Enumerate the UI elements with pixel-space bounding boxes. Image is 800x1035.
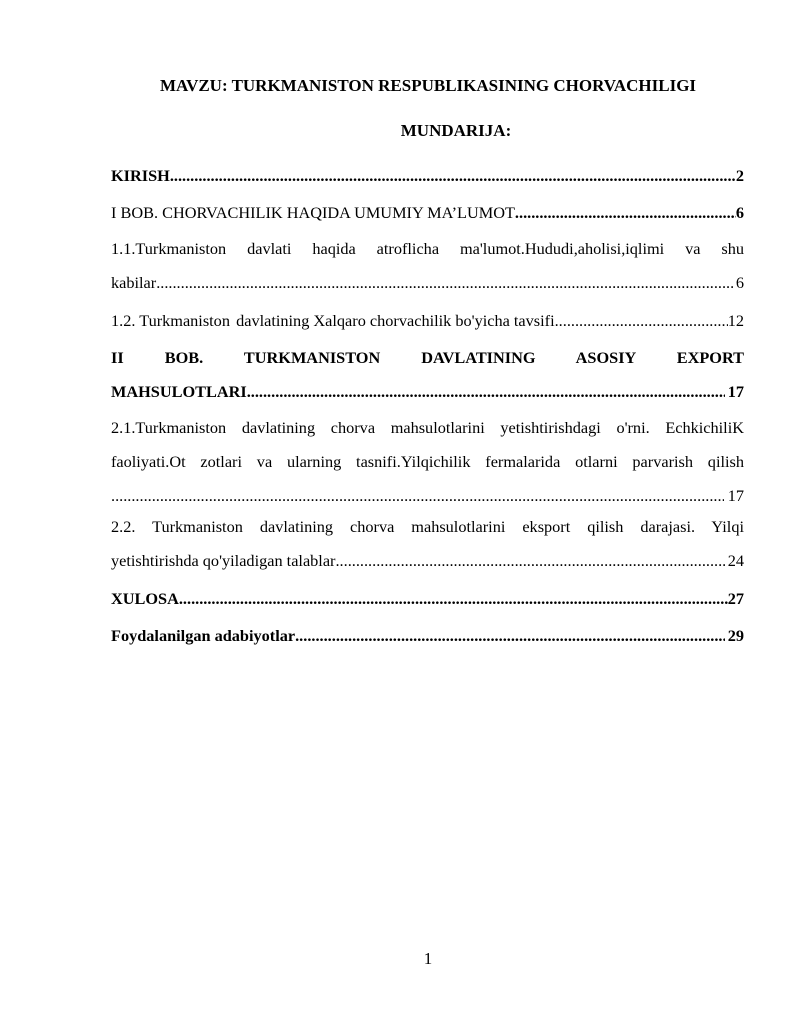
contents-heading: MUNDARIJA:	[400, 121, 512, 140]
toc-leader	[156, 273, 733, 293]
toc-page: 24	[727, 551, 744, 570]
toc-label: Foydalanilgan adabiyotlar	[111, 626, 296, 645]
toc-page: 6	[735, 273, 744, 292]
toc-label-line2: MAHSULOTLARI	[111, 382, 247, 401]
toc-page: 2	[735, 166, 744, 185]
toc-entry-kirish[interactable]	[111, 166, 744, 188]
toc-entry-2-1[interactable]	[111, 418, 744, 508]
toc-page: 17	[727, 486, 744, 505]
toc-page: 17	[727, 382, 744, 401]
toc-leader	[295, 626, 725, 646]
toc-leader	[247, 382, 725, 402]
toc-label-line1: 2.1.Turkmaniston davlatining chorva mahsulotlarini yetishtirishdagi o'rni. EchkichiliK	[111, 418, 744, 437]
toc-page: 12	[727, 311, 744, 330]
toc-entry-2-2[interactable]	[111, 517, 744, 573]
toc-entry-1-1[interactable]	[111, 239, 744, 295]
toc-entry-bob2[interactable]	[111, 348, 744, 404]
toc-entry-xulosa[interactable]	[111, 589, 744, 611]
document-title: MAVZU: TURKMANISTON RESPUBLIKASINING CHORVACHILIGI	[159, 76, 697, 95]
toc-label-part1: 1.2. Turkmaniston	[111, 311, 230, 330]
toc-leader	[170, 166, 736, 186]
toc-leader	[515, 203, 736, 223]
toc-page: 6	[735, 203, 744, 222]
toc-label-part2: davlatining Xalqaro chorvachilik bo'yicha tavsifi	[236, 311, 555, 330]
toc-label-line1: 1.1.Turkmaniston davlati haqida atroflicha ma'lumot.Hududi,aholisi,iqlimi va shu	[111, 239, 744, 258]
toc-label: XULOSA	[111, 589, 179, 608]
toc-leader	[179, 589, 728, 609]
toc-label-line2: faoliyati.Ot zotlari va ularning tasnifi.Yilqichilik fermalarida otlarni parvarish qilish	[111, 452, 744, 471]
page-number: 1	[423, 949, 433, 968]
toc-page: 29	[727, 626, 744, 645]
toc-leader	[111, 486, 724, 506]
toc-label-line2: yetishtirishda qo'yiladigan talablar	[111, 551, 336, 570]
toc-entry-bob1[interactable]	[111, 203, 744, 225]
toc-entry-adabiyotlar[interactable]	[111, 626, 744, 648]
toc-page: 27	[727, 589, 744, 608]
toc-label: I BOB. CHORVACHILIK HAQIDA UMUMIY MA’LUMOT	[111, 203, 515, 222]
toc-label-line1: 2.2. Turkmaniston davlatining chorva mahsulotlarini eksport qilish darajasi. Yilqi	[111, 517, 744, 536]
toc-label-line1: II BOB. TURKMANISTON DAVLATINING ASOSIY EXPORT	[111, 348, 744, 367]
toc-label: KIRISH	[111, 166, 170, 185]
toc-leader	[335, 551, 724, 571]
toc-entry-1-2[interactable]	[111, 311, 744, 333]
toc-leader	[555, 311, 728, 331]
toc-label-line2: kabilar	[111, 273, 157, 292]
